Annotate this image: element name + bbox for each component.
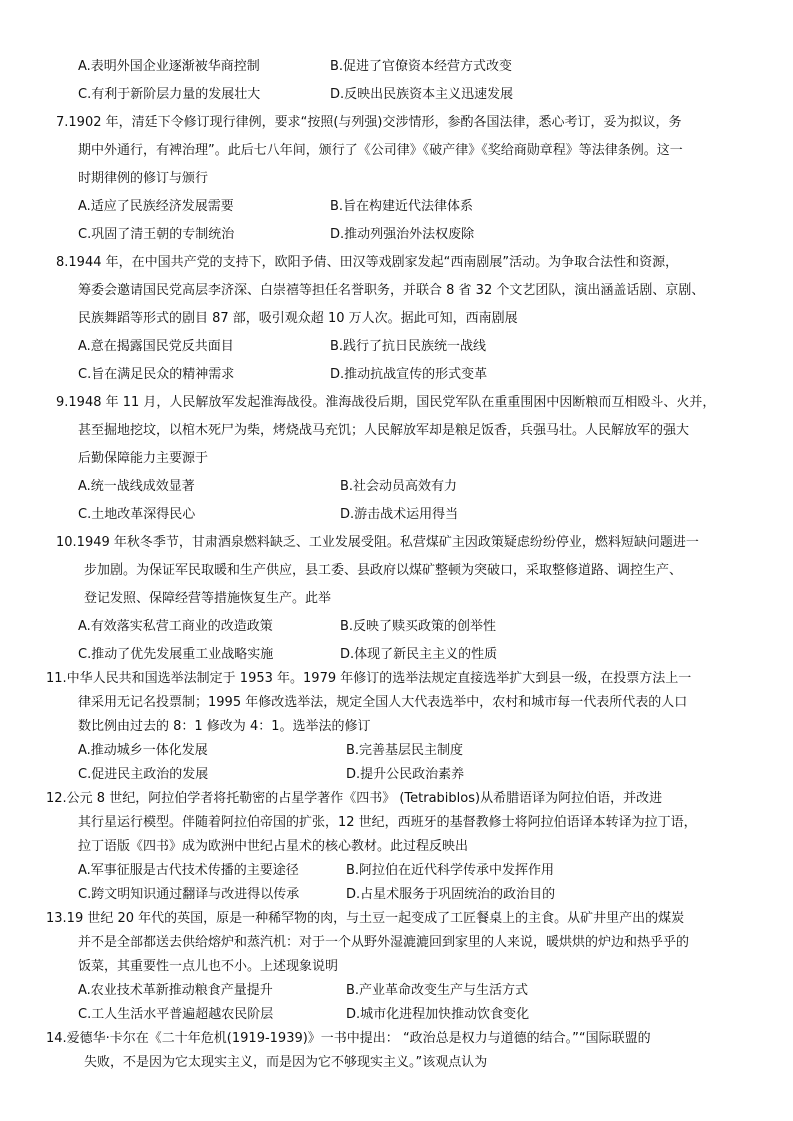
q6-option-b: B.促进了官僚资本经营方式改变	[330, 59, 513, 74]
q10-stem-line: 步加剧。为保证军民取暖和生产供应，县工委、县政府以煤矿整顿为突破口，采取整修道路、调控生产、	[84, 563, 683, 578]
q12-option-b: B.阿拉伯在近代科学传承中发挥作用	[346, 863, 555, 878]
q12-option-a: A.军事征服是古代技术传播的主要途径	[78, 863, 299, 878]
q14-stem-line: 14.爱德华·卡尔在《二十年危机(1919-1939)》一书中提出： “政治总是权力与道德的结合。”“国际联盟的	[46, 1031, 651, 1046]
q6-option-c: C.有利于新阶层力量的发展壮大	[78, 87, 261, 102]
q9-option-c: C.土地改革深得民心	[78, 507, 196, 522]
q13-option-d: D.城市化进程加快推动饮食变化	[346, 1007, 530, 1022]
q9-stem-line: 甚至掘地挖坟，以棺木死尸为柴，烤烧战马充饥；人民解放军却是粮足饭香，兵强马壮。人民解放军的强大	[78, 423, 690, 438]
q13-stem-line: 饭菜，其重要性一点儿也不小。上述现象说明	[78, 959, 339, 974]
q11-option-a: A.推动城乡一体化发展	[78, 743, 208, 758]
q11-option-c: C.促进民主政治的发展	[78, 767, 209, 782]
q10-stem-line: 10.1949 年秋冬季节，甘肃酒泉燃料缺乏、工业发展受阻。私营煤矿主因政策疑虑纷纷停业，燃料短缺问题进一	[56, 535, 699, 550]
q12-stem-line: 12.公元 8 世纪，阿拉伯学者将托勒密的占星学著作《四书》 (Tetrabiblos)从希腊语译为阿拉伯语，并改进	[46, 791, 663, 806]
q8-option-b: B.践行了抗日民族统一战线	[330, 339, 487, 354]
q9-option-a: A.统一战线成效显著	[78, 479, 195, 494]
q7-option-d: D.推动列强治外法权废除	[330, 227, 475, 242]
q13-stem-line: 并不是全部都送去供给熔炉和蒸汽机：对于一个从野外湿漉漉回到家里的人来说，暖烘烘的炉边和热乎乎的	[78, 935, 690, 950]
q7-stem-line: 时期律例的修订与颁行	[78, 171, 209, 186]
q11-stem-line: 律采用无记名投票制；1995 年修改选举法，规定全国人大代表选举中，农村和城市每一代表所代表的人口	[78, 695, 688, 710]
q8-option-c: C.旨在满足民众的精神需求	[78, 367, 235, 382]
q10-option-c: C.推动了优先发展重工业战略实施	[78, 647, 274, 662]
q14-stem-line: 失败，不是因为它太现实主义，而是因为它不够现实主义。”该观点认为	[84, 1055, 488, 1070]
q6-option-a: A.表明外国企业逐渐被华商控制	[78, 59, 260, 74]
q11-option-d: D.提升公民政治素养	[346, 767, 465, 782]
q12-option-c: C.跨文明知识通过翻译与改进得以传承	[78, 887, 300, 902]
q8-stem-line: 筹委会邀请国民党高层李济深、白崇禧等担任名誉职务，并联合 8 省 32 个文艺团队，演出涵盖话剧、京剧、	[78, 283, 705, 298]
q10-option-b: B.反映了赎买政策的创举性	[340, 619, 497, 634]
q7-stem-line: 期中外通行，有裨治理”。此后七八年间，颁行了《公司律》《破产律》《奖给商勋章程》等法律条例。这一	[78, 143, 683, 158]
q8-option-d: D.推动抗战宣传的形式变革	[330, 367, 488, 382]
q9-option-d: D.游击战术运用得当	[340, 507, 459, 522]
q10-option-a: A.有效落实私营工商业的改造政策	[78, 619, 273, 634]
q7-option-a: A.适应了民族经济发展需要	[78, 199, 234, 214]
q12-option-d: D.占星术服务于巩固统治的政治目的	[346, 887, 556, 902]
q9-stem-line: 后勤保障能力主要源于	[78, 451, 209, 466]
q7-option-b: B.旨在构建近代法律体系	[330, 199, 474, 214]
q13-option-c: C.工人生活水平普遍超越农民阶层	[78, 1007, 274, 1022]
q11-stem-line: 11.中华人民共和国选举法制定于 1953 年。1979 年修订的选举法规定直接选举扩大到县一级，在投票方法上一	[46, 671, 692, 686]
q13-stem-line: 13.19 世纪 20 年代的英国，原是一种稀罕物的肉，与土豆一起变成了工匠餐桌上的主食。从矿井里产出的煤炭	[46, 911, 685, 926]
q10-stem-line: 登记发照、保障经营等措施恢复生产。此举	[84, 591, 332, 606]
q10-option-d: D.体现了新民主主义的性质	[340, 647, 498, 662]
q7-option-c: C.巩固了清王朝的专制统治	[78, 227, 235, 242]
q6-option-d: D.反映出民族资本主义迅速发展	[330, 87, 514, 102]
q13-option-b: B.产业革命改变生产与生活方式	[346, 983, 529, 998]
q12-stem-line: 拉丁语版《四书》成为欧洲中世纪占星术的核心教材。此过程反映出	[78, 839, 469, 854]
q8-stem-line: 8.1944 年，在中国共产党的支持下，欧阳予倩、田汉等戏剧家发起“西南剧展”活动。为争取合法性和资源，	[56, 255, 679, 270]
q9-stem-line: 9.1948 年 11 月，人民解放军发起淮海战役。淮海战役后期，国民党军队在重重围困中因断粮而互相殴斗、火并，	[56, 395, 716, 410]
q13-option-a: A.农业技术革新推动粮食产量提升	[78, 983, 273, 998]
q7-stem-line: 7.1902 年，清廷下令修订现行律例，要求“按照(与列强)交涉情形，参酌各国法律，悉心考订，妥为拟议，务	[56, 115, 682, 130]
q8-option-a: A.意在揭露国民党反共面目	[78, 339, 234, 354]
q11-option-b: B.完善基层民主制度	[346, 743, 464, 758]
q8-stem-line: 民族舞蹈等形式的剧目 87 部，吸引观众超 10 万人次。据此可知，西南剧展	[78, 311, 518, 326]
q11-stem-line: 数比例由过去的 8：1 修改为 4：1。选举法的修订	[78, 719, 371, 734]
q9-option-b: B.社会动员高效有力	[340, 479, 458, 494]
q12-stem-line: 其行星运行模型。伴随着阿拉伯帝国的扩张，12 世纪，西班牙的基督教修士将阿拉伯语译本转译为拉丁语，	[78, 815, 697, 830]
